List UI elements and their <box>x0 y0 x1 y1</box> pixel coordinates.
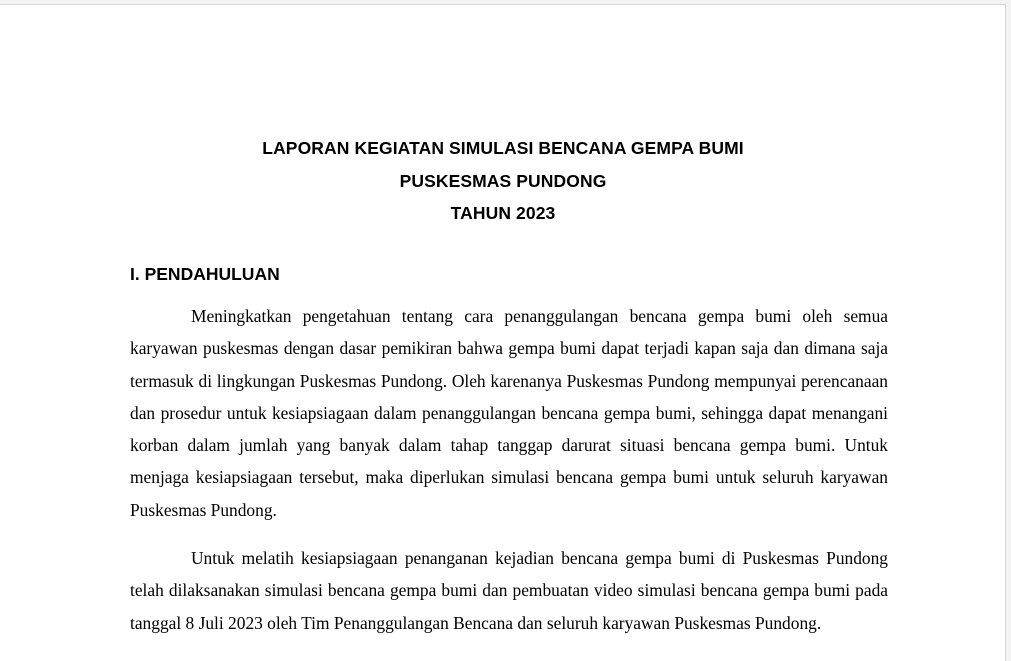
paragraph-1: Meningkatkan pengetahuan tentang cara penanggulangan bencana gempa bumi oleh semua karyawan puskesmas dengan dasar pemikiran bahwa gempa bumi dapat terjadi kapan saja dan dimana saja termasuk di lingkungan Puskesmas Pundong. Oleh karenanya Puskesmas Pundong mempunyai perencanaan dan prosedur untuk kesiapsiagaan dalam penanggulangan bencana gempa bumi, sehingga dapat menangani korban dalam jumlah yang banyak dalam tahap tanggap darurat situasi bencana gempa bumi. Untuk menjaga kesiapsiagaan tersebut, maka diperlukan simulasi bencana gempa bumi untuk seluruh karyawan Puskesmas Pundong. <box>130 306 888 520</box>
document-title-line-2: PUSKESMAS PUNDONG <box>399 171 607 191</box>
document-page <box>0 4 1006 661</box>
paragraph-2: Untuk melatih kesiapsiagaan penanganan kejadian bencana gempa bumi di Puskesmas Pundong telah dilaksanakan simulasi bencana gempa bumi dan pembuatan video simulasi bencana gempa bumi pada tanggal 8 Juli 2023 oleh Tim Penanggulangan Bencana dan seluruh karyawan Puskesmas Pundong. <box>130 548 888 633</box>
section-heading: I. PENDAHULUAN <box>130 264 280 284</box>
document-title-line-3: TAHUN 2023 <box>450 203 556 223</box>
document-title-line-1: LAPORAN KEGIATAN SIMULASI BENCANA GEMPA BUMI <box>262 138 744 158</box>
